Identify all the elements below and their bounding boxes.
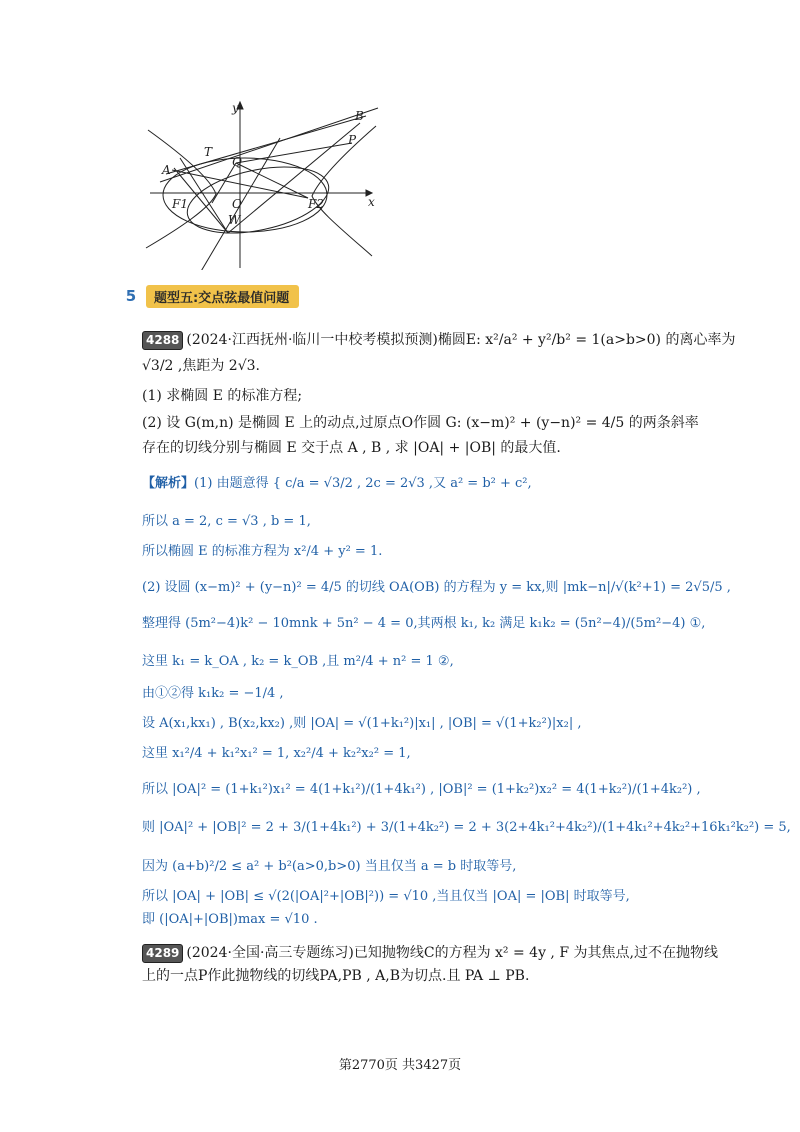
section-number: 5 bbox=[125, 287, 137, 305]
solution-line-9: 这里 x₁²/4 + k₁²x₁² = 1, x₂²/4 + k₂²x₂² = 1, bbox=[142, 746, 411, 761]
label-f1: F1 bbox=[172, 197, 188, 211]
label-t: T bbox=[204, 145, 213, 159]
solution-line-10: 所以 |OA|² = (1+k₁²)x₁² = 4(1+k₁²)/(1+4k₁²) , |OB|² = (1+k₂²)x₂² = 4(1+k₂²)/(1+4k₂²) , bbox=[142, 782, 701, 797]
q4289-line-2: 上的一点P作此抛物线的切线PA,PB , A,B为切点.且 PA ⊥ PB. bbox=[142, 968, 530, 984]
solution-line-3: 所以椭圆 E 的标准方程为 x²/4 + y² = 1. bbox=[142, 544, 383, 559]
label-p: P bbox=[348, 133, 357, 147]
q4288-line-2: √3/2 ,焦距为 2√3. bbox=[142, 358, 260, 374]
label-f2: F2 bbox=[308, 197, 324, 211]
label-y: y bbox=[232, 101, 239, 115]
label-a: A bbox=[162, 163, 171, 177]
solution-line-11: 则 |OA|² + |OB|² = 2 + 3/(1+4k₁²) + 3/(1+4k₂²) = 2 + 3(2+4k₁²+4k₂²)/(1+4k₁²+4k₂²+16k₁²k₂²) = 5, bbox=[142, 820, 791, 835]
solution-title: 【解析】 bbox=[142, 476, 195, 491]
solution-line-12: 因为 (a+b)²/2 ≤ a² + b²(a>0,b>0) 当且仅当 a = b 时取等号, bbox=[142, 859, 517, 874]
solution-line-1: 【解析】(1) 由题意得 { c/a = √3/2 , 2c = 2√3 ,又 a² = b² + c², bbox=[142, 476, 532, 491]
solution-line-6: 这里 k₁ = k_OA , k₂ = k_OB ,且 m²/4 + n² = 1 ②, bbox=[142, 654, 454, 669]
q4289-number: 4289 bbox=[142, 944, 183, 963]
solution-line-13: 所以 |OA| + |OB| ≤ √(2(|OA|²+|OB|²)) = √10 ,当且仅当 |OA| = |OB| 时取等号, bbox=[142, 889, 630, 904]
label-b: B bbox=[355, 109, 364, 123]
solution-line-8: 设 A(x₁,kx₁) , B(x₂,kx₂) ,则 |OA| = √(1+k₁²)|x₁| , |OB| = √(1+k₂²)|x₂| , bbox=[142, 716, 582, 731]
solution-line-5: 整理得 (5m²−4)k² − 10mnk + 5n² − 4 = 0,其两根 k₁, k₂ 满足 k₁k₂ = (5n²−4)/(5m²−4) ①, bbox=[142, 616, 706, 631]
solution-line-7: 由①②得 k₁k₂ = −1/4 , bbox=[142, 686, 284, 701]
section-banner bbox=[120, 283, 299, 309]
page-footer: 第2770页 共3427页 bbox=[338, 1058, 462, 1073]
q4288-line-5: 存在的切线分别与椭圆 E 交于点 A , B , 求 |OA| + |OB| 的最大值. bbox=[142, 440, 561, 456]
solution-line-14: 即 (|OA|+|OB|)max = √10 . bbox=[142, 912, 318, 927]
ellipse-figure bbox=[140, 98, 380, 270]
q4289-line-1: 4289 (2024·全国·高三专题练习)已知抛物线C的方程为 x² = 4y , F 为其焦点,过不在抛物线 bbox=[142, 943, 718, 963]
solution-line-2: 所以 a = 2, c = √3 , b = 1, bbox=[142, 514, 311, 529]
label-w: W bbox=[228, 213, 241, 227]
section-title: 题型五:交点弦最值问题 bbox=[146, 285, 299, 308]
line-q-p bbox=[236, 143, 352, 163]
q4288-line-3: (1) 求椭圆 E 的标准方程; bbox=[142, 388, 303, 404]
label-o: O bbox=[232, 197, 242, 211]
solution-line-4: (2) 设圆 (x−m)² + (y−n)² = 4/5 的切线 OA(OB) 的方程为 y = kx,则 |mk−n|/√(k²+1) = 2√5/5 , bbox=[142, 580, 731, 595]
line-a-b bbox=[166, 116, 366, 174]
label-q: Q bbox=[232, 155, 242, 169]
line-t-b bbox=[160, 108, 378, 182]
label-x: x bbox=[368, 195, 375, 209]
q4288-line-1: 4288 (2024·江西抚州·临川一中校考模拟预测)椭圆E: x²/a² + y²/b² = 1(a>b>0) 的离心率为 bbox=[142, 330, 735, 350]
q4288-line-4: (2) 设 G(m,n) 是椭圆 E 上的动点,过原点O作圆 G: (x−m)² + (y−n)² = 4/5 的两条斜率 bbox=[142, 415, 699, 431]
line-w-p bbox=[228, 123, 360, 233]
q4288-number: 4288 bbox=[142, 331, 183, 350]
